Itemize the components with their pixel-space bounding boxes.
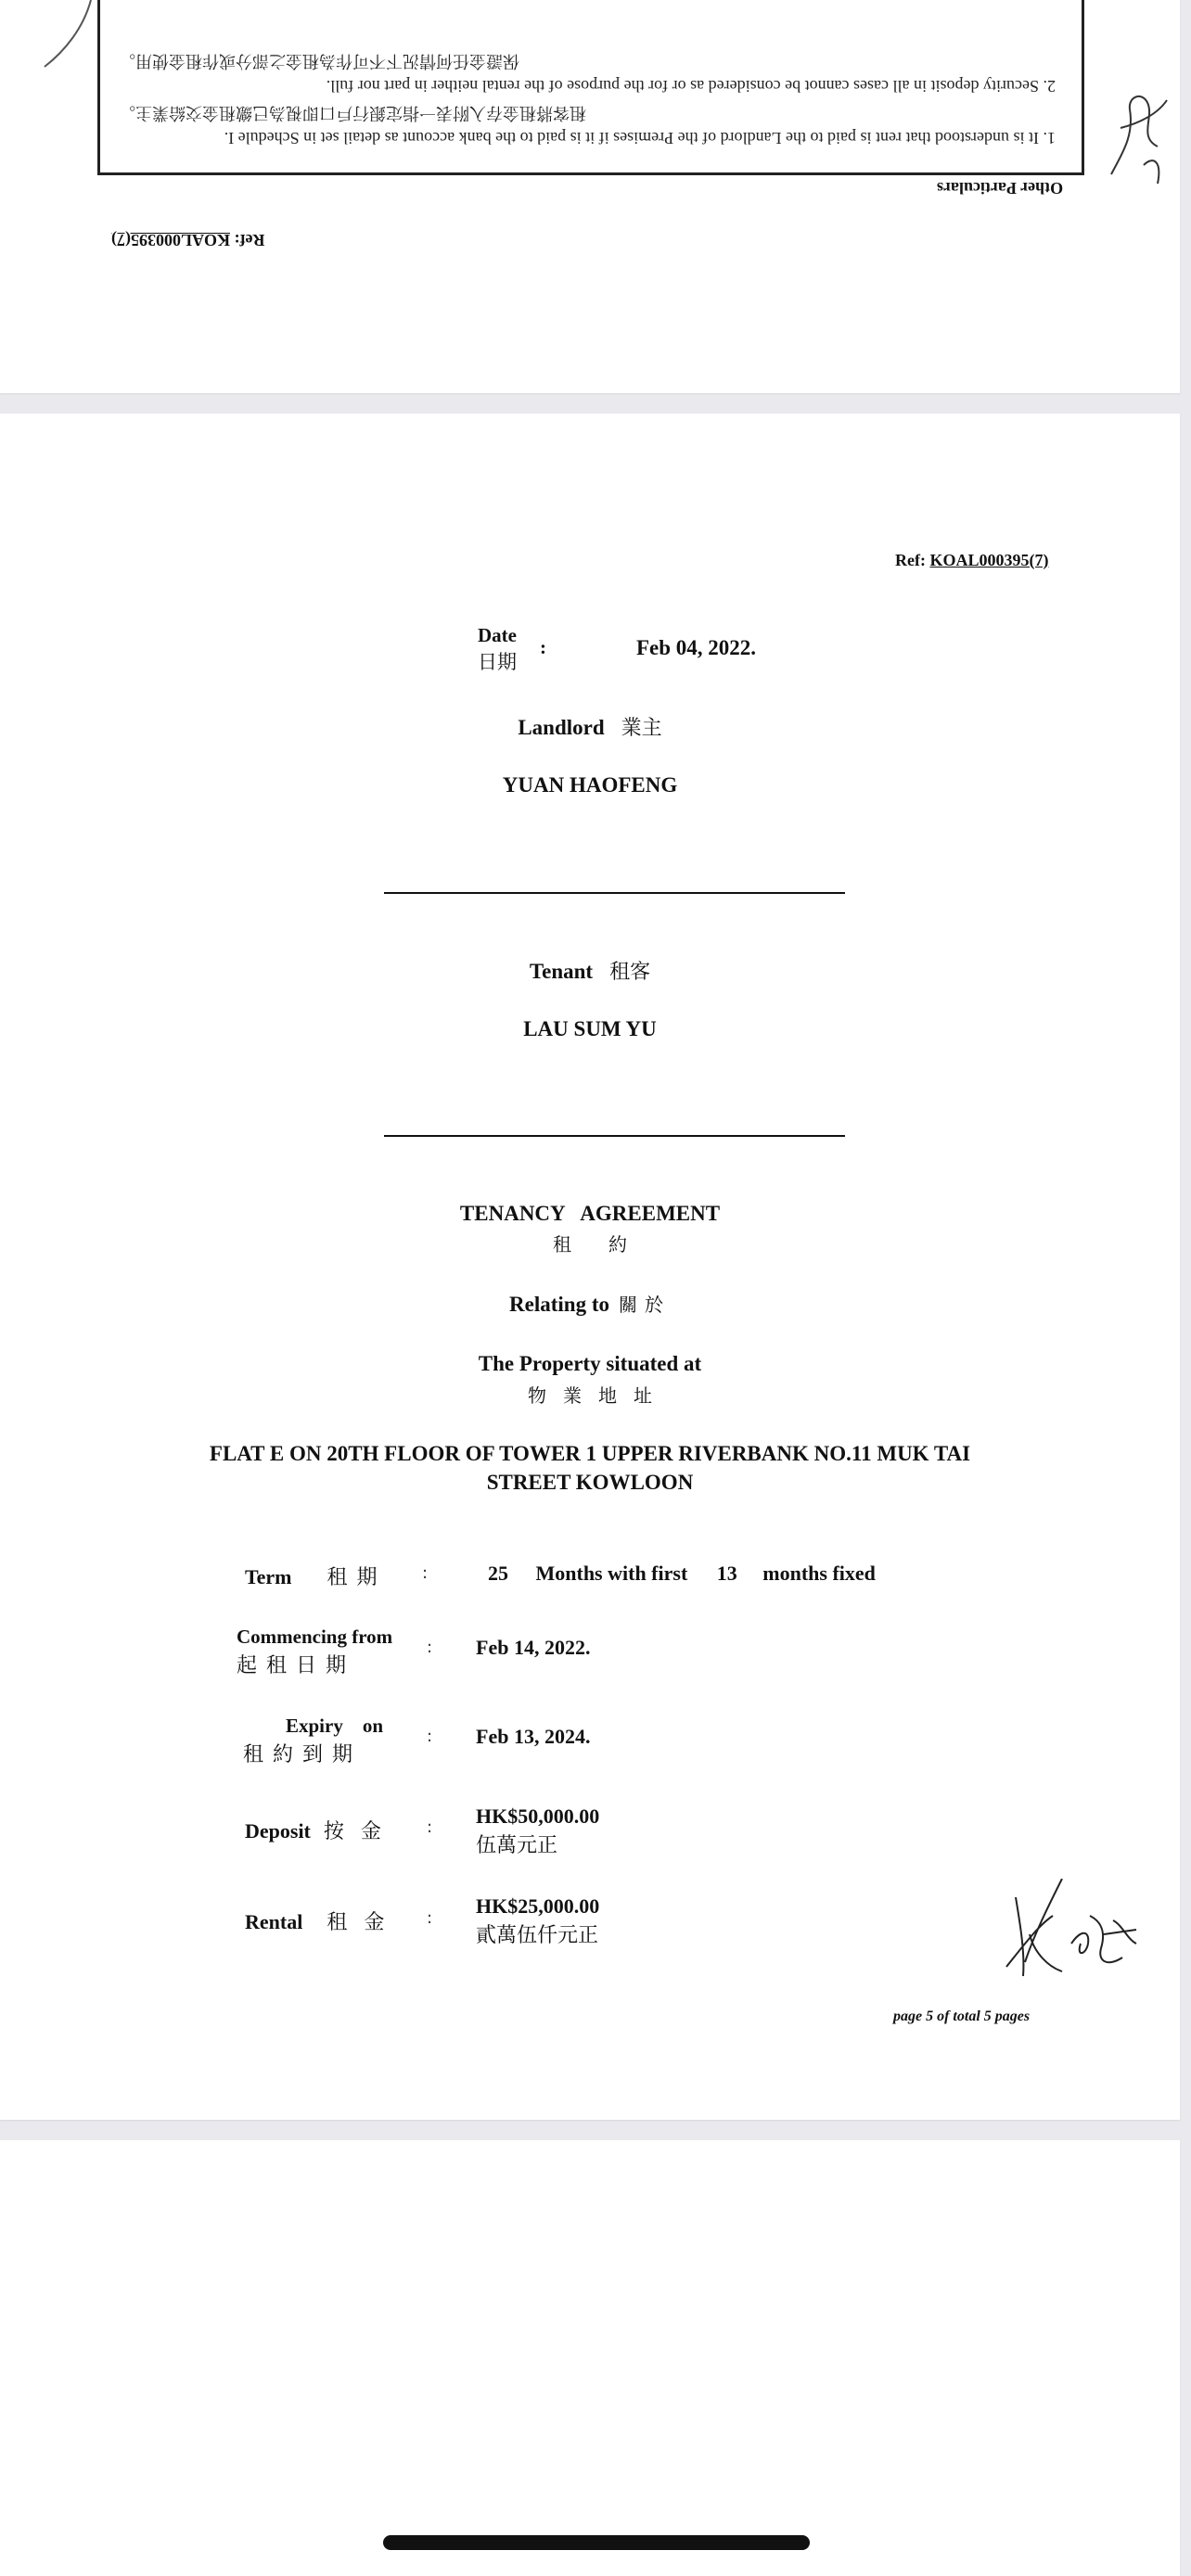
rental-amount-zh: 貳萬伍仟元正	[476, 1924, 599, 1947]
property-address: FLAT E ON 20TH FLOOR OF TOWER 1 UPPER RIVERBANK NO.11 MUK TAI STREET KOWLOON	[209, 1442, 971, 1494]
date-colon: :	[540, 636, 546, 658]
landlord-signature-line	[384, 892, 845, 894]
relating-to-zh: 關於	[618, 1294, 671, 1316]
commencing-label	[237, 1623, 392, 1680]
landlord-label	[0, 712, 1180, 741]
date-label	[478, 622, 517, 676]
tenant-label-zh: 租客	[609, 961, 651, 984]
deposit-label	[245, 1816, 398, 1844]
previous-ref-number: KOAL000395(7)	[111, 231, 230, 249]
expiry-label-en: Expiry on	[286, 1715, 384, 1737]
commencing-value: Feb 14, 2022.	[476, 1636, 591, 1659]
deposit-colon: :	[427, 1817, 433, 1837]
term-label-en: Term	[245, 1565, 292, 1588]
deposit-label-zh: 按金	[323, 1820, 398, 1843]
tenant-signature-line	[384, 1135, 845, 1137]
rental-label	[245, 1906, 401, 1935]
rental-label-en: Rental	[245, 1910, 303, 1933]
term-value	[488, 1562, 876, 1586]
previous-clause-2: 2. Security deposit in all cases cannot be considered as or for the purpose of the rental neither in part nor full.	[326, 77, 1056, 96]
previous-page	[0, 0, 1180, 393]
term-fixed-months: 13	[716, 1562, 737, 1585]
tenant-label	[0, 956, 1180, 985]
relating-to-en: Relating to	[509, 1293, 609, 1316]
document-title: TENANCY AGREEMENT	[459, 1202, 721, 1225]
term-text-1: Months with first	[535, 1562, 688, 1585]
rental-amount: HK$25,000.00	[476, 1894, 600, 1918]
document-page	[0, 414, 1180, 2120]
document-title-zh: 租約	[553, 1233, 664, 1256]
term-label	[245, 1562, 387, 1590]
previous-section-title: Other Particulars	[937, 179, 1064, 198]
next-page	[0, 2140, 1180, 2576]
landlord-label-en: Landlord	[518, 716, 605, 739]
previous-signature-icon	[1093, 72, 1176, 202]
commencing-colon: :	[427, 1638, 433, 1657]
commencing-label-zh: 起租日期	[237, 1654, 356, 1677]
date-value: Feb 04, 2022.	[636, 636, 757, 659]
deposit-value	[476, 1802, 599, 1861]
previous-particulars-box	[97, 0, 1084, 175]
term-colon: :	[422, 1563, 429, 1583]
home-indicator[interactable]	[383, 2535, 810, 2550]
deposit-label-en: Deposit	[245, 1819, 311, 1843]
previous-ref	[111, 230, 264, 249]
previous-clause-1: 1. It is understood that rent is paid to the Landlord of the Premises if it is paid to the bank account as detail set in Schedule I.	[224, 129, 1056, 147]
decorative-curve	[37, 0, 93, 74]
reference-number: KOAL000395(7)	[929, 551, 1049, 569]
landlord-label-zh: 業主	[621, 717, 662, 740]
previous-ref-label: Ref:	[234, 231, 265, 249]
tenant-name: LAU SUM YU	[523, 1017, 657, 1040]
signature-icon	[997, 1879, 1146, 1990]
term-months: 25	[488, 1562, 508, 1585]
landlord-name: YUAN HAOFENG	[502, 773, 678, 797]
expiry-label	[243, 1712, 383, 1769]
reference	[895, 551, 1048, 570]
deposit-amount-zh: 伍萬元正	[476, 1834, 558, 1857]
expiry-colon: :	[427, 1727, 433, 1746]
expiry-value: Feb 13, 2024.	[476, 1725, 591, 1748]
rental-colon: :	[427, 1908, 433, 1928]
property-heading: The Property situated at	[478, 1352, 702, 1375]
deposit-amount: HK$50,000.00	[476, 1804, 600, 1828]
previous-clause-1-zh: 租客將租金存入附表一指定銀行戶口即視為已繳租金交給業主。	[119, 104, 586, 122]
relating-to	[0, 1290, 1180, 1317]
tenant-label-en: Tenant	[529, 960, 594, 983]
date-label-en: Date	[478, 624, 517, 646]
previous-clause-2-zh: 保證金任何情況下不可作為租金之部分或作租金使用。	[119, 52, 519, 70]
rental-label-zh: 租金	[327, 1911, 402, 1934]
rental-value	[476, 1892, 599, 1951]
term-text-2: months fixed	[762, 1562, 876, 1585]
property-heading-zh: 物業地址	[528, 1384, 669, 1407]
date-label-zh: 日期	[478, 651, 517, 673]
page-footer: page 5 of total 5 pages	[893, 2009, 1031, 2024]
commencing-label-en: Commencing from	[237, 1626, 393, 1648]
term-label-zh: 租期	[327, 1566, 387, 1589]
reference-label: Ref:	[895, 551, 926, 569]
expiry-label-zh: 租約到期	[243, 1743, 363, 1766]
